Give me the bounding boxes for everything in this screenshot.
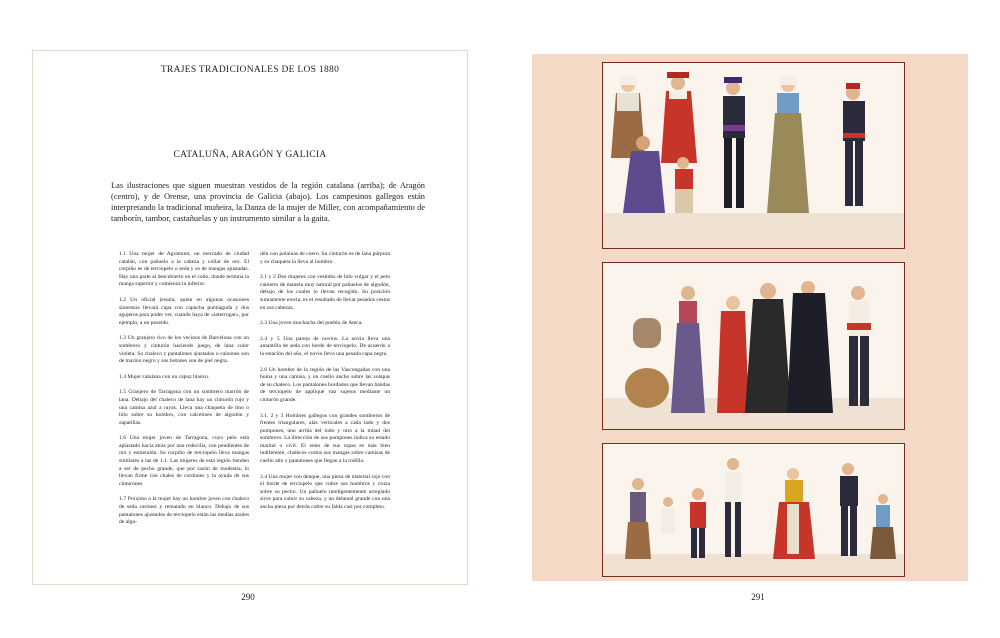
- caption-1-5: 1.5 Granjero de Tarragona con un sombrero marrón de lana. Debajo del chaleco de lana hay un cinturón rojo y una camisa azul a rayas. Lleva una chaqueta de lino o hilo sobre su hombro, con calcetines de algodón y zapatillas.: [119, 389, 249, 426]
- left-page: [32, 50, 468, 585]
- caption-3-1: 3.1, 2 y 3 Hombres gallegos con grandes sombreros de frentes triangulares, alas verticales a cada lado y dos pompones, uno arriba del todo y otro a la mitad del sombrero. La dirección de sus pompones indica su estado marital o civil. El resto de sus ropas es más bien indiferente, chalecos cortos sus mangas sobre camisas de cuello alto y pantalones que llegan a la rodilla.: [260, 412, 390, 465]
- section-title: CATALUÑA, ARAGÓN Y GALICIA: [173, 150, 327, 160]
- caption-2-4: 2.4 y 5 Una pareja de novios. La novia lleva una amantilla de seda con borde de terciopelo. De acuerdo a la estación del año, el novio lleva una pesada capa negra.: [260, 335, 390, 357]
- text-column-right: [260, 251, 390, 520]
- text-column-left: [119, 251, 249, 535]
- costume-figures-2: [603, 263, 904, 429]
- caption-1-2: 1.2 Un oficial jesuita, quien en algunas ocasiones siniestras llevará capa con capucha puntiaguda y dos agujeros para poder ver, cuando haya de «interrogar», por ejemplo, a un poseído.: [119, 296, 249, 326]
- caption-1-3: 1.3 Un granjero rico de los vecinos de Barcelona con un sombrero y cinturón haciendo juego, de lana color violeta. Su chaleco y pantalones ajustados o calzones son de marino negro y sus botones son de piel negra.: [119, 335, 249, 365]
- illustration-catalonia: [602, 62, 905, 249]
- costume-figures-3: [603, 444, 904, 576]
- caption-1-6: 1.6 Una mujer joven de Tarragona, cuyo pelo está aplastado hacia atrás por una redecilla, con pendientes de oro y esmeralda. Su corpiño de terciopelo lleva mangas similares a las de 1.1. Las mujeres de esta región tienden a ser de pecho grande, que por razón de modestia, lo llevan firme con chales de cordones y la ayuda de sus cinturones.: [119, 435, 249, 487]
- illustration-aragon: [602, 262, 905, 430]
- page-number-left: 290: [241, 592, 255, 602]
- illustration-galicia: [602, 443, 905, 577]
- intro-paragraph: Las ilustraciones que siguen muestran vestidos de la región catalana (arriba); de Aragón (centro), y de Orense, una provincia de Galicia (abajo). Los campesinos gallegos están interpretando la tradicional muñeira, la Danza de la mujer de Miller, con acompañamiento de tamborín, tambor, castañuelas y un instrumento similar a la gaita.: [111, 181, 425, 223]
- caption-2-3: 2.3 Una joven muchacha del pueblo de Ateca.: [260, 320, 363, 327]
- caption-2-6: 2.6 Un hombre de la región de las Vascongadas con una boina y una camisa, y un cuello ancho sobre las solapas de su chaleco. Los pantalones bordados que llevan bandas de terciopelo de appliqué van sujetos mediante un cinturón grande.: [260, 366, 391, 403]
- caption-1-1: 1.1 Una mujer de Agramunt, un mercado de ciudad catalán, con pañuelo a la cabeza y collar de oro. El corpiño es de terciopelo o seda y es de mangas ajustadas. Hay una parte al descubierto en el codo, donde termina la manga superior y comienza la inferior.: [119, 251, 249, 288]
- caption-2-1: 2.1 y 2 Dos mujeres con vestidos de hilo vulgar y el pelo cubierto de manera muy natural por pañuelos de algodón, debajo de los cuales lo llevan recogido. Su posición sumamente erecta, es el resultado de llevar pesados cestos en sus cabezas.: [260, 274, 391, 311]
- caption-1-7-cont: dón con polainas de cuero. Su cinturón es de lana púrpura y su chaqueta la lleva al hombro.: [260, 251, 390, 265]
- right-page: [532, 54, 968, 581]
- page-number-right: 291: [751, 592, 765, 602]
- caption-3-4: 3.4 Una mujer con denque, una pieza de material rojo con el borde de terciopelo que cubre sus hombros y cruza sobre su pecho. Un pañuelo inteligentemente arreglado sirve para cubrir su cabeza, y un delantal grande con una ancha pieza por detrás cubre su falda casi por completo.: [260, 473, 390, 511]
- running-head: TRAJES TRADICIONALES DE LOS 1880: [160, 65, 340, 75]
- caption-1-7: 1.7 Próximo a la mujer hay un hombre joven con chaleco de seda carmesí y rematado en blanco. Debajo de sus pantalones ajustados de terciopelo están las medias azules de algo-: [119, 496, 249, 526]
- caption-1-4: 1.4 Mujer catalana con un capuz blanco.: [119, 373, 210, 380]
- costume-figures-1: [603, 63, 904, 248]
